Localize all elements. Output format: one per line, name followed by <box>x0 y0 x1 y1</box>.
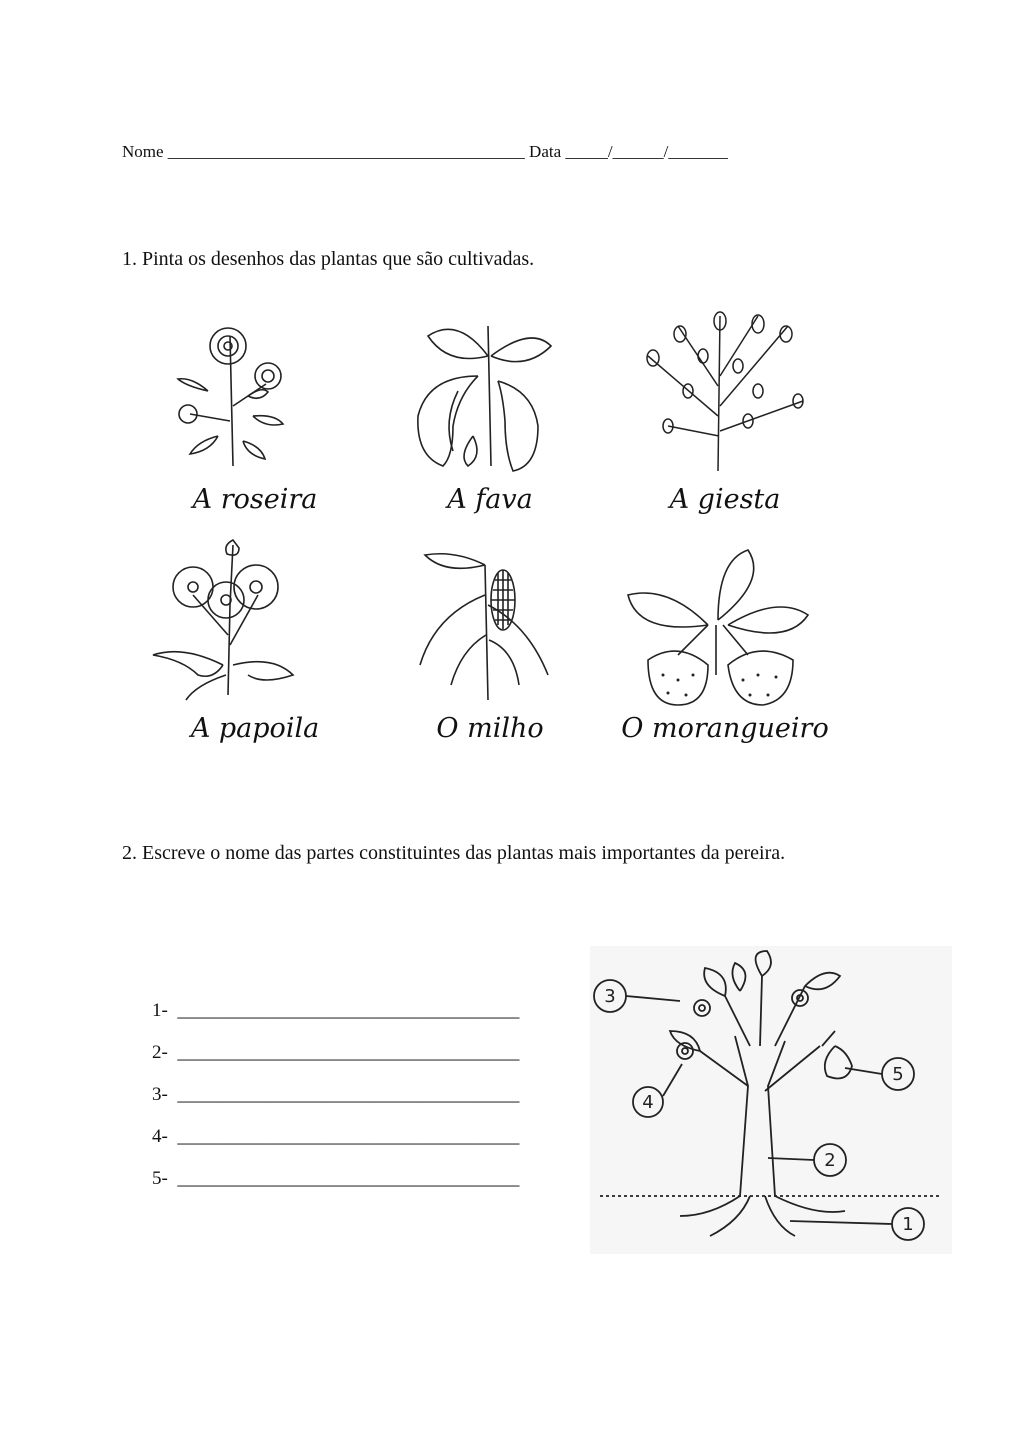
answer-line-5[interactable]: 5- ____________________________________ <box>152 1168 520 1189</box>
callout-number: 3 <box>604 986 616 1007</box>
answer-line-1[interactable]: 1- ____________________________________ <box>152 1000 520 1021</box>
plant-label: O morangueiro <box>621 713 829 744</box>
header-line: Nome __________________________________________ Data _____/______/_______ <box>122 142 728 161</box>
callout-number: 1 <box>902 1214 914 1235</box>
plant-cell-giesta <box>608 296 842 525</box>
answer-line-4[interactable]: 4- ____________________________________ <box>152 1126 520 1147</box>
question-1-text: 1. Pinta os desenhos das plantas que são cultivadas. <box>122 248 535 270</box>
answer-line-2[interactable]: 2- ____________________________________ <box>152 1042 520 1063</box>
plant-label: A papoila <box>190 713 320 744</box>
plant-illustrations-panel <box>138 296 842 754</box>
plant-cell-papoila <box>138 525 372 754</box>
answer-lines <box>152 1000 519 1210</box>
callout-number: 5 <box>892 1064 904 1085</box>
callout-number: 2 <box>824 1150 836 1171</box>
plant-label: A fava <box>447 484 533 515</box>
plant-cell-milho <box>373 525 607 754</box>
question-2-text: 2. Escreve o nome das partes constituintes das plantas mais importantes da pereira. <box>122 842 786 864</box>
answer-line-3[interactable]: 3- ____________________________________ <box>152 1084 520 1105</box>
pear-tree-icon <box>590 946 952 1254</box>
plant-cell-morangueiro <box>608 525 842 754</box>
plant-label: A roseira <box>192 484 318 515</box>
pear-tree-diagram <box>590 946 952 1254</box>
plant-cell-fava <box>373 296 607 525</box>
plant-cell-rose <box>138 296 372 525</box>
plant-label: A giesta <box>669 484 781 515</box>
plant-label: O milho <box>436 713 544 744</box>
callout-number: 4 <box>642 1092 654 1113</box>
